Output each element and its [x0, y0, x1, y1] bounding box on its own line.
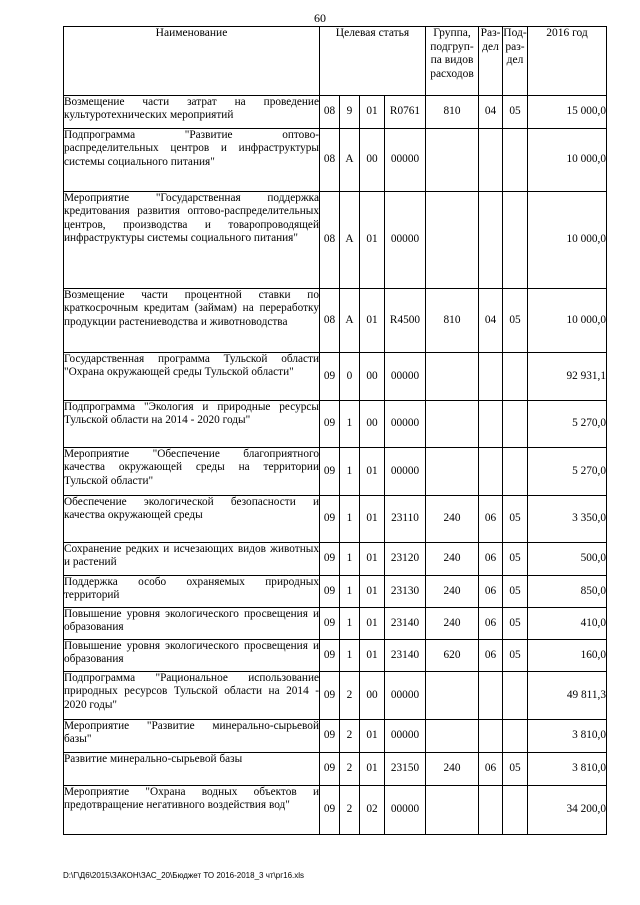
row-target-direction: R0761	[385, 96, 426, 129]
row-amount: 410,0	[528, 608, 607, 640]
row-subsection: 05	[503, 496, 528, 543]
row-target-direction: 00000	[385, 672, 426, 720]
row-name: Повышение уровня экологического просвещения и образования	[64, 640, 320, 672]
row-subsection	[503, 129, 528, 192]
table-row	[64, 608, 607, 640]
table-row	[64, 576, 607, 608]
row-target-activity: 01	[360, 608, 385, 640]
row-amount: 3 810,0	[528, 720, 607, 753]
header-year-2016: 2016 год	[528, 27, 607, 96]
row-subsection	[503, 786, 528, 835]
row-section: 04	[479, 289, 503, 353]
table-row	[64, 720, 607, 753]
row-name: Развитие минерально-сырьевой базы	[64, 753, 320, 786]
row-amount: 10 000,0	[528, 192, 607, 289]
row-target-subprogram: 1	[340, 543, 360, 576]
row-target-activity: 01	[360, 753, 385, 786]
row-subsection: 05	[503, 543, 528, 576]
row-expense-group	[426, 129, 479, 192]
row-expense-group: 810	[426, 289, 479, 353]
row-target-program: 09	[320, 672, 340, 720]
row-name: Подпрограмма "Экология и природные ресурсы Тульской области на 2014 - 2020 годы"	[64, 401, 320, 448]
row-amount: 3 350,0	[528, 496, 607, 543]
row-target-activity: 02	[360, 786, 385, 835]
row-target-subprogram: 1	[340, 576, 360, 608]
row-target-activity: 01	[360, 192, 385, 289]
table-row	[64, 672, 607, 720]
row-target-direction: 23140	[385, 640, 426, 672]
footer-file-path: D:\Г\Д6\2015\ЗАКОН\ЗАС_20\Бюджет ТО 2016-2018_3 чт\рг16.xls	[63, 871, 305, 880]
row-target-subprogram: 1	[340, 401, 360, 448]
row-name: Подпрограмма "Рациональное использование природных ресурсов Тульской области на 2014 - 2020 годы"	[64, 672, 320, 720]
row-section: 06	[479, 753, 503, 786]
page-number: 60	[314, 11, 326, 25]
row-target-subprogram: 1	[340, 608, 360, 640]
row-name: Мероприятие "Охрана водных объектов и предотвращение негативного воздействия вод"	[64, 786, 320, 835]
row-section: 06	[479, 496, 503, 543]
row-target-direction: 23120	[385, 543, 426, 576]
row-target-subprogram: А	[340, 129, 360, 192]
row-amount: 49 811,3	[528, 672, 607, 720]
row-target-direction: 23130	[385, 576, 426, 608]
header-target-article: Целевая статья	[320, 27, 426, 96]
row-amount: 3 810,0	[528, 753, 607, 786]
row-name: Повышение уровня экологического просвещения и образования	[64, 608, 320, 640]
row-expense-group	[426, 786, 479, 835]
row-subsection: 05	[503, 608, 528, 640]
table-row	[64, 543, 607, 576]
row-target-activity: 01	[360, 289, 385, 353]
row-target-activity: 01	[360, 720, 385, 753]
row-name: Сохранение редких и исчезающих видов животных и растений	[64, 543, 320, 576]
row-subsection: 05	[503, 753, 528, 786]
row-section	[479, 720, 503, 753]
row-target-subprogram: 2	[340, 786, 360, 835]
header-expense-group: Группа, подгруп-па видов расходов	[426, 27, 479, 96]
row-name: Мероприятие "Развитие минерально-сырьевой базы"	[64, 720, 320, 753]
row-expense-group	[426, 353, 479, 401]
header-section: Раз-дел	[479, 27, 503, 96]
row-target-direction: 00000	[385, 720, 426, 753]
row-subsection: 05	[503, 96, 528, 129]
row-name: Поддержка особо охраняемых природных территорий	[64, 576, 320, 608]
row-name: Обеспечение экологической безопасности и качества окружающей среды	[64, 496, 320, 543]
row-target-program: 08	[320, 192, 340, 289]
budget-table	[63, 26, 607, 835]
row-expense-group: 240	[426, 496, 479, 543]
table-row	[64, 401, 607, 448]
row-subsection	[503, 672, 528, 720]
row-target-direction: 23150	[385, 753, 426, 786]
row-target-program: 09	[320, 448, 340, 496]
row-target-activity: 00	[360, 129, 385, 192]
row-target-activity: 00	[360, 353, 385, 401]
row-subsection	[503, 720, 528, 753]
row-section	[479, 448, 503, 496]
row-target-program: 09	[320, 543, 340, 576]
row-subsection: 05	[503, 576, 528, 608]
table-row	[64, 448, 607, 496]
table-row	[64, 192, 607, 289]
row-subsection	[503, 401, 528, 448]
row-expense-group: 240	[426, 753, 479, 786]
row-target-activity: 01	[360, 448, 385, 496]
row-amount: 92 931,1	[528, 353, 607, 401]
row-target-subprogram: 0	[340, 353, 360, 401]
row-expense-group	[426, 401, 479, 448]
row-target-subprogram: 2	[340, 672, 360, 720]
row-subsection	[503, 353, 528, 401]
row-amount: 10 000,0	[528, 289, 607, 353]
row-target-program: 09	[320, 720, 340, 753]
row-target-subprogram: 1	[340, 496, 360, 543]
row-subsection: 05	[503, 640, 528, 672]
row-target-activity: 01	[360, 543, 385, 576]
table-row	[64, 96, 607, 129]
row-expense-group: 240	[426, 608, 479, 640]
row-section	[479, 786, 503, 835]
row-name: Подпрограмма "Развитие оптово-распределительных центров и инфраструктуры системы социального питания"	[64, 129, 320, 192]
row-target-subprogram: А	[340, 289, 360, 353]
table-row	[64, 129, 607, 192]
row-section: 06	[479, 608, 503, 640]
row-target-subprogram: 1	[340, 640, 360, 672]
row-target-subprogram: 2	[340, 720, 360, 753]
row-target-direction: 23140	[385, 608, 426, 640]
row-target-subprogram: 2	[340, 753, 360, 786]
row-section	[479, 192, 503, 289]
row-target-subprogram: А	[340, 192, 360, 289]
row-target-program: 08	[320, 129, 340, 192]
row-target-activity: 01	[360, 640, 385, 672]
table-row	[64, 496, 607, 543]
row-target-direction: 00000	[385, 129, 426, 192]
row-amount: 15 000,0	[528, 96, 607, 129]
row-subsection: 05	[503, 289, 528, 353]
row-section	[479, 353, 503, 401]
row-target-subprogram: 9	[340, 96, 360, 129]
row-target-direction: 00000	[385, 448, 426, 496]
row-expense-group	[426, 448, 479, 496]
row-target-direction: 00000	[385, 401, 426, 448]
row-section	[479, 401, 503, 448]
row-target-activity: 00	[360, 401, 385, 448]
row-name: Возмещение части затрат на проведение культуротехнических мероприятий	[64, 96, 320, 129]
row-expense-group: 240	[426, 543, 479, 576]
row-amount: 5 270,0	[528, 448, 607, 496]
row-subsection	[503, 448, 528, 496]
row-target-direction: 00000	[385, 353, 426, 401]
row-amount: 500,0	[528, 543, 607, 576]
row-target-program: 09	[320, 608, 340, 640]
row-target-program: 09	[320, 786, 340, 835]
row-expense-group: 240	[426, 576, 479, 608]
row-target-program: 08	[320, 289, 340, 353]
table-row	[64, 640, 607, 672]
row-section: 06	[479, 640, 503, 672]
table-row	[64, 353, 607, 401]
row-section	[479, 672, 503, 720]
row-section	[479, 129, 503, 192]
row-target-activity: 00	[360, 672, 385, 720]
row-target-program: 09	[320, 753, 340, 786]
row-target-program: 09	[320, 576, 340, 608]
row-expense-group: 620	[426, 640, 479, 672]
row-target-program: 09	[320, 353, 340, 401]
header-subsection: Под-раз-дел	[503, 27, 528, 96]
row-target-direction: 00000	[385, 192, 426, 289]
row-expense-group	[426, 192, 479, 289]
row-target-program: 08	[320, 96, 340, 129]
row-expense-group: 810	[426, 96, 479, 129]
row-target-program: 09	[320, 640, 340, 672]
row-target-activity: 01	[360, 576, 385, 608]
table-row	[64, 786, 607, 835]
table-body	[64, 96, 607, 835]
row-amount: 5 270,0	[528, 401, 607, 448]
row-section: 06	[479, 576, 503, 608]
row-amount: 160,0	[528, 640, 607, 672]
row-amount: 34 200,0	[528, 786, 607, 835]
row-target-program: 09	[320, 496, 340, 543]
row-target-activity: 01	[360, 496, 385, 543]
row-expense-group	[426, 672, 479, 720]
row-name: Возмещение части процентной ставки по краткосрочным кредитам (займам) на переработку продукции растениеводства и животноводства	[64, 289, 320, 353]
table-row	[64, 753, 607, 786]
row-target-direction: R4500	[385, 289, 426, 353]
table-row	[64, 289, 607, 353]
row-amount: 10 000,0	[528, 129, 607, 192]
row-target-activity: 01	[360, 96, 385, 129]
row-expense-group	[426, 720, 479, 753]
header-name: Наименование	[64, 27, 320, 96]
row-name: Мероприятие "Государственная поддержка кредитования развития оптово-распределительных центров, производства и товаропроводящей инфраструктуры системы социального питания"	[64, 192, 320, 289]
row-target-direction: 00000	[385, 786, 426, 835]
row-name: Государственная программа Тульской области "Охрана окружающей среды Тульской области"	[64, 353, 320, 401]
row-name: Мероприятие "Обеспечение благоприятного качества окружающей среды на территории Тульской области"	[64, 448, 320, 496]
row-amount: 850,0	[528, 576, 607, 608]
row-section: 06	[479, 543, 503, 576]
row-target-program: 09	[320, 401, 340, 448]
row-section: 04	[479, 96, 503, 129]
row-target-direction: 23110	[385, 496, 426, 543]
row-target-subprogram: 1	[340, 448, 360, 496]
row-subsection	[503, 192, 528, 289]
